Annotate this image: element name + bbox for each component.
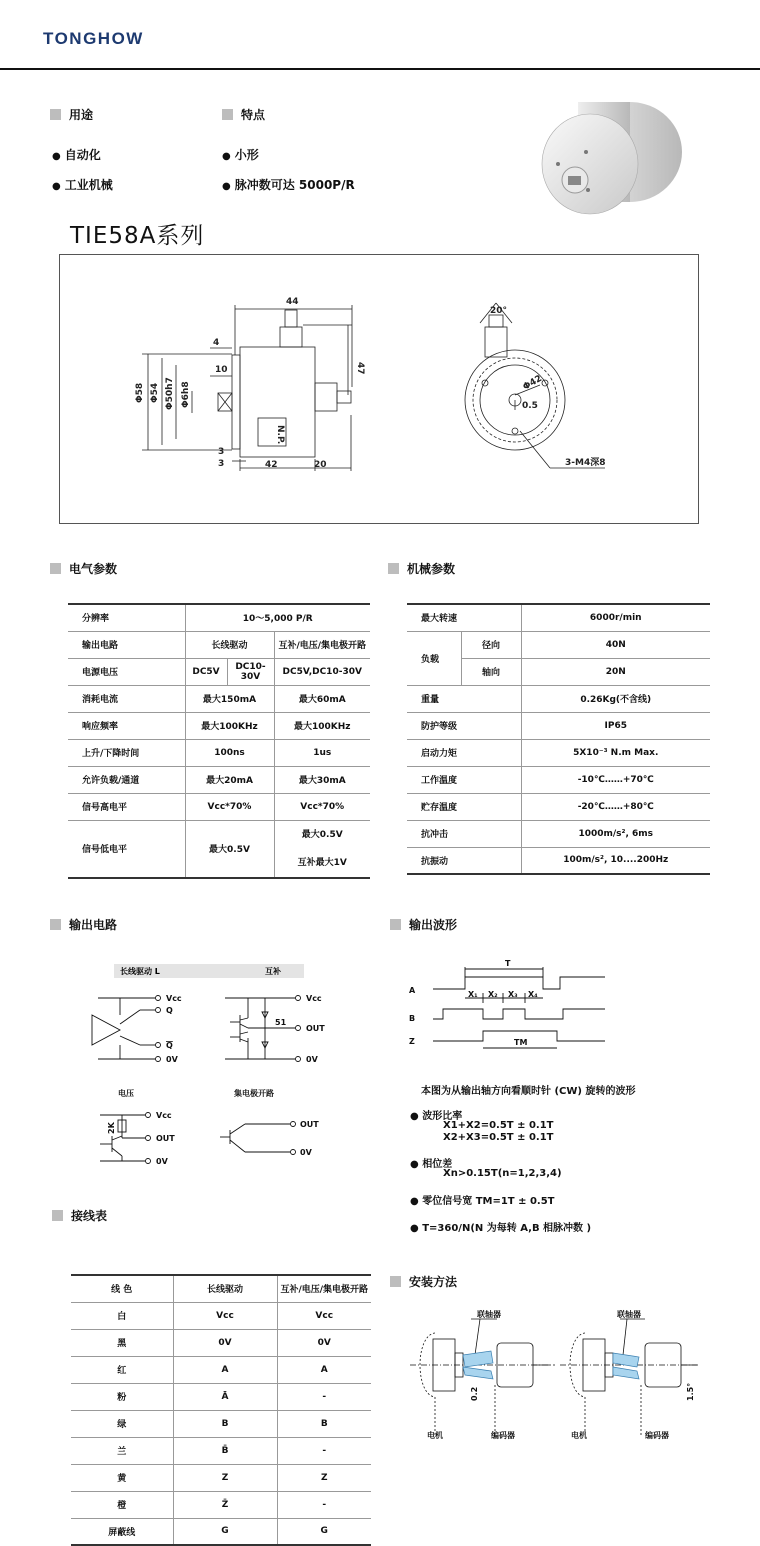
cell: A <box>173 1356 277 1383</box>
wiring-table <box>71 1274 371 1546</box>
lbl-r2k: 2K <box>107 1122 116 1134</box>
mechanical-table <box>407 603 710 875</box>
dim-3b: 3 <box>218 459 225 469</box>
cell: Vcc <box>277 1302 371 1329</box>
wave-zero: ● 零位信号宽 TM=1T ± 0.5T <box>410 1196 555 1207</box>
complementary-label: 互补 <box>265 967 281 976</box>
section-title: 特点 <box>241 108 266 122</box>
use-item: ● 自动化 <box>52 148 101 162</box>
installation-diagram <box>405 1305 705 1450</box>
cell: 5X10⁻³ N.m Max. <box>521 739 710 766</box>
cell: Vcc <box>173 1302 277 1329</box>
dim-holes: 3-M4深8 <box>565 458 606 468</box>
cell: 绿 <box>71 1410 173 1437</box>
wave-ratio-1: X1+X2=0.5T ± 0.1T <box>443 1120 554 1131</box>
open-collector-label: 集电极开路 <box>234 1089 274 1098</box>
section-title: 用途 <box>69 108 94 122</box>
cell: 40N <box>521 631 710 658</box>
section-use <box>50 106 93 123</box>
line-driver-label: 长线驱动 L <box>120 967 160 976</box>
lbl-out: OUT <box>156 1134 175 1143</box>
coupler-label: 联轴器 <box>477 1310 501 1319</box>
voltage-label: 电压 <box>118 1089 134 1098</box>
electrical-table <box>68 603 370 879</box>
header-cell: 互补/电压/集电极开路 <box>277 1275 371 1302</box>
cell: DC5V <box>185 658 227 685</box>
cell: 最大150mA <box>185 685 274 712</box>
section-title: 接线表 <box>71 1209 108 1223</box>
dim-50h7: Φ50h7 <box>165 377 175 410</box>
dim-47: 47 <box>355 362 365 375</box>
cell: IP65 <box>521 712 710 739</box>
cell: Z̄ <box>173 1491 277 1518</box>
dim-4: 4 <box>213 338 220 348</box>
angle-label: 1.5° <box>686 1382 695 1401</box>
section-marker-icon <box>50 563 61 574</box>
wave-x3: X₃ <box>508 990 518 999</box>
cell: 0V <box>173 1329 277 1356</box>
cell: 橙 <box>71 1491 173 1518</box>
cell: 黑 <box>71 1329 173 1356</box>
dim-20: 20 <box>314 460 327 470</box>
motor-label: 电机 <box>427 1431 443 1440</box>
lbl-r51: 51 <box>275 1018 287 1027</box>
cell: 最大20mA <box>185 766 274 793</box>
cell: Z <box>277 1464 371 1491</box>
header-divider <box>0 68 760 70</box>
wave-ratio-2: X2+X3=0.5T ± 0.1T <box>443 1132 554 1143</box>
dim-58: Φ58 <box>135 382 145 403</box>
cell: 启动力矩 <box>407 739 521 766</box>
coupler-label: 联轴器 <box>617 1310 641 1319</box>
dim-offset: 0.5 <box>522 401 538 411</box>
wave-x1: X₁ <box>468 990 478 999</box>
cell: G <box>277 1518 371 1545</box>
wave-A: A <box>409 986 416 995</box>
lbl-ov: 0V <box>156 1157 168 1166</box>
feature-item: ● 小形 <box>222 148 259 162</box>
cell: Z <box>173 1464 277 1491</box>
dim-42: 42 <box>265 460 278 470</box>
cell: Vcc*70% <box>185 793 274 820</box>
cell: B <box>277 1410 371 1437</box>
wave-Z: Z <box>409 1037 415 1046</box>
cell: 最大60mA <box>274 685 370 712</box>
cell: 白 <box>71 1302 173 1329</box>
cell: 黄 <box>71 1464 173 1491</box>
wave-TM: TM <box>514 1038 528 1047</box>
dimension-drawing <box>60 255 698 523</box>
wave-T: T <box>505 959 511 968</box>
cell: 响应频率 <box>68 712 185 739</box>
cell: - <box>277 1437 371 1464</box>
cell: 0.26Kg(不含线) <box>521 685 710 712</box>
feature-item: ● 脉冲数可达 5000P/R <box>222 178 355 192</box>
cell: - <box>277 1383 371 1410</box>
cell: 允许负载/通道 <box>68 766 185 793</box>
cell: 信号低电平 <box>68 820 185 878</box>
lbl-ov: 0V <box>300 1148 312 1157</box>
header-cell: 长线驱动 <box>173 1275 277 1302</box>
dim-10: 10 <box>215 365 228 375</box>
section-output-circuit <box>50 916 117 933</box>
cell: 输出电路 <box>68 631 185 658</box>
cell: 消耗电流 <box>68 685 185 712</box>
section-install <box>390 1273 457 1290</box>
section-title: 安装方法 <box>409 1275 458 1289</box>
wave-ratio-title: ● 波形比率 <box>410 1111 463 1122</box>
section-output-wave <box>390 916 457 933</box>
cell: 最大0.5V 互补最大1V <box>274 820 370 878</box>
section-marker-icon <box>388 563 399 574</box>
section-features <box>222 106 265 123</box>
header-cell: 线 色 <box>71 1275 173 1302</box>
wave-phase-title: ● 相位差 <box>410 1159 453 1170</box>
cell: A <box>277 1356 371 1383</box>
lbl-ov: 0V <box>166 1055 178 1064</box>
cell: 防护等级 <box>407 712 521 739</box>
encoder-label: 编码器 <box>491 1431 515 1440</box>
wave-x4: X₄ <box>528 990 538 999</box>
section-marker-icon <box>222 109 233 120</box>
section-title: 输出波形 <box>409 918 458 932</box>
cell: 兰 <box>71 1437 173 1464</box>
encoder-product-photo <box>530 92 700 232</box>
dim-angle: 20° <box>490 306 508 316</box>
cell: 20N <box>521 658 710 685</box>
cell: 10～5,000 P/R <box>185 604 370 631</box>
cell: 分辨率 <box>68 604 185 631</box>
cell: 100m/s², 10....200Hz <box>521 847 710 874</box>
cell: 1us <box>274 739 370 766</box>
cell: 电源电压 <box>68 658 185 685</box>
section-title: 电气参数 <box>69 562 118 576</box>
cell: 互补/电压/集电极开路 <box>274 631 370 658</box>
cell: - <box>277 1491 371 1518</box>
lbl-vcc: Vcc <box>306 994 322 1003</box>
lbl-out: OUT <box>306 1024 325 1033</box>
cell: DC5V,DC10-30V <box>274 658 370 685</box>
dim-pcd: Φ42 <box>521 373 544 393</box>
cell: Vcc*70% <box>274 793 370 820</box>
cell: 工作温度 <box>407 766 521 793</box>
motor-label: 电机 <box>571 1431 587 1440</box>
use-item: ● 工业机械 <box>52 178 113 192</box>
cell: B̄ <box>173 1437 277 1464</box>
cell: 轴向 <box>461 658 521 685</box>
section-mechanical <box>388 560 455 577</box>
cell: 信号高电平 <box>68 793 185 820</box>
cell: 100ns <box>185 739 274 766</box>
cell: 6000r/min <box>521 604 710 631</box>
wave-phase-1: Xn>0.15T(n=1,2,3,4) <box>443 1168 562 1179</box>
section-title: 输出电路 <box>69 918 118 932</box>
dim-44: 44 <box>286 297 299 307</box>
cell: 屏蔽线 <box>71 1518 173 1545</box>
wave-x2: X₂ <box>488 990 498 999</box>
wave-formula: ● T=360/N(N 为每转 A,B 相脉冲数 ) <box>410 1223 592 1234</box>
cell: 最大100KHz <box>274 712 370 739</box>
cell: 抗振动 <box>407 847 521 874</box>
waveform-diagram <box>405 955 615 1055</box>
cell: B <box>173 1410 277 1437</box>
lbl-q: Q <box>166 1006 173 1015</box>
cell: 最大0.5V <box>185 820 274 878</box>
section-electrical <box>50 560 117 577</box>
series-title: TIE58A系列 <box>70 223 205 249</box>
np-label: N.P. <box>275 425 285 445</box>
section-marker-icon <box>50 919 61 930</box>
cell: 负载 <box>407 631 461 685</box>
cell: 最大100KHz <box>185 712 274 739</box>
wave-B: B <box>409 1014 416 1023</box>
cell: 粉 <box>71 1383 173 1410</box>
lbl-vcc: Vcc <box>156 1111 172 1120</box>
lbl-qbar: Q <box>166 1041 173 1050</box>
gap-label: 0.2 <box>470 1386 479 1401</box>
lbl-ov: 0V <box>306 1055 318 1064</box>
section-marker-icon <box>390 919 401 930</box>
cell: 上升/下降时间 <box>68 739 185 766</box>
lbl-vcc: Vcc <box>166 994 182 1003</box>
dim-54: Φ54 <box>150 382 160 403</box>
cell: 最大转速 <box>407 604 521 631</box>
section-title: 机械参数 <box>407 562 456 576</box>
cell: DC10-30V <box>227 658 274 685</box>
lbl-out: OUT <box>300 1120 319 1129</box>
section-wiring <box>52 1207 107 1224</box>
cell: 最大30mA <box>274 766 370 793</box>
section-marker-icon <box>50 109 61 120</box>
cell: 重量 <box>407 685 521 712</box>
cell: 1000m/s², 6ms <box>521 820 710 847</box>
cell: Ā <box>173 1383 277 1410</box>
cell: -10℃……+70℃ <box>521 766 710 793</box>
encoder-label: 编码器 <box>645 1431 669 1440</box>
cell: 0V <box>277 1329 371 1356</box>
section-marker-icon <box>390 1276 401 1287</box>
output-circuit-diagrams <box>80 960 370 1180</box>
cell: G <box>173 1518 277 1545</box>
dim-3a: 3 <box>218 447 225 457</box>
cell: 抗冲击 <box>407 820 521 847</box>
cell: 红 <box>71 1356 173 1383</box>
cell: 径向 <box>461 631 521 658</box>
cell: 长线驱动 <box>185 631 274 658</box>
cell: -20℃……+80℃ <box>521 793 710 820</box>
dim-6h8: Φ6h8 <box>181 381 191 408</box>
cell: 贮存温度 <box>407 793 521 820</box>
section-marker-icon <box>52 1210 63 1221</box>
wave-description: 本图为从输出轴方向看顺时针 (CW) 旋转的波形 <box>421 1086 636 1097</box>
brand-logo: TONGHOW <box>43 29 144 48</box>
